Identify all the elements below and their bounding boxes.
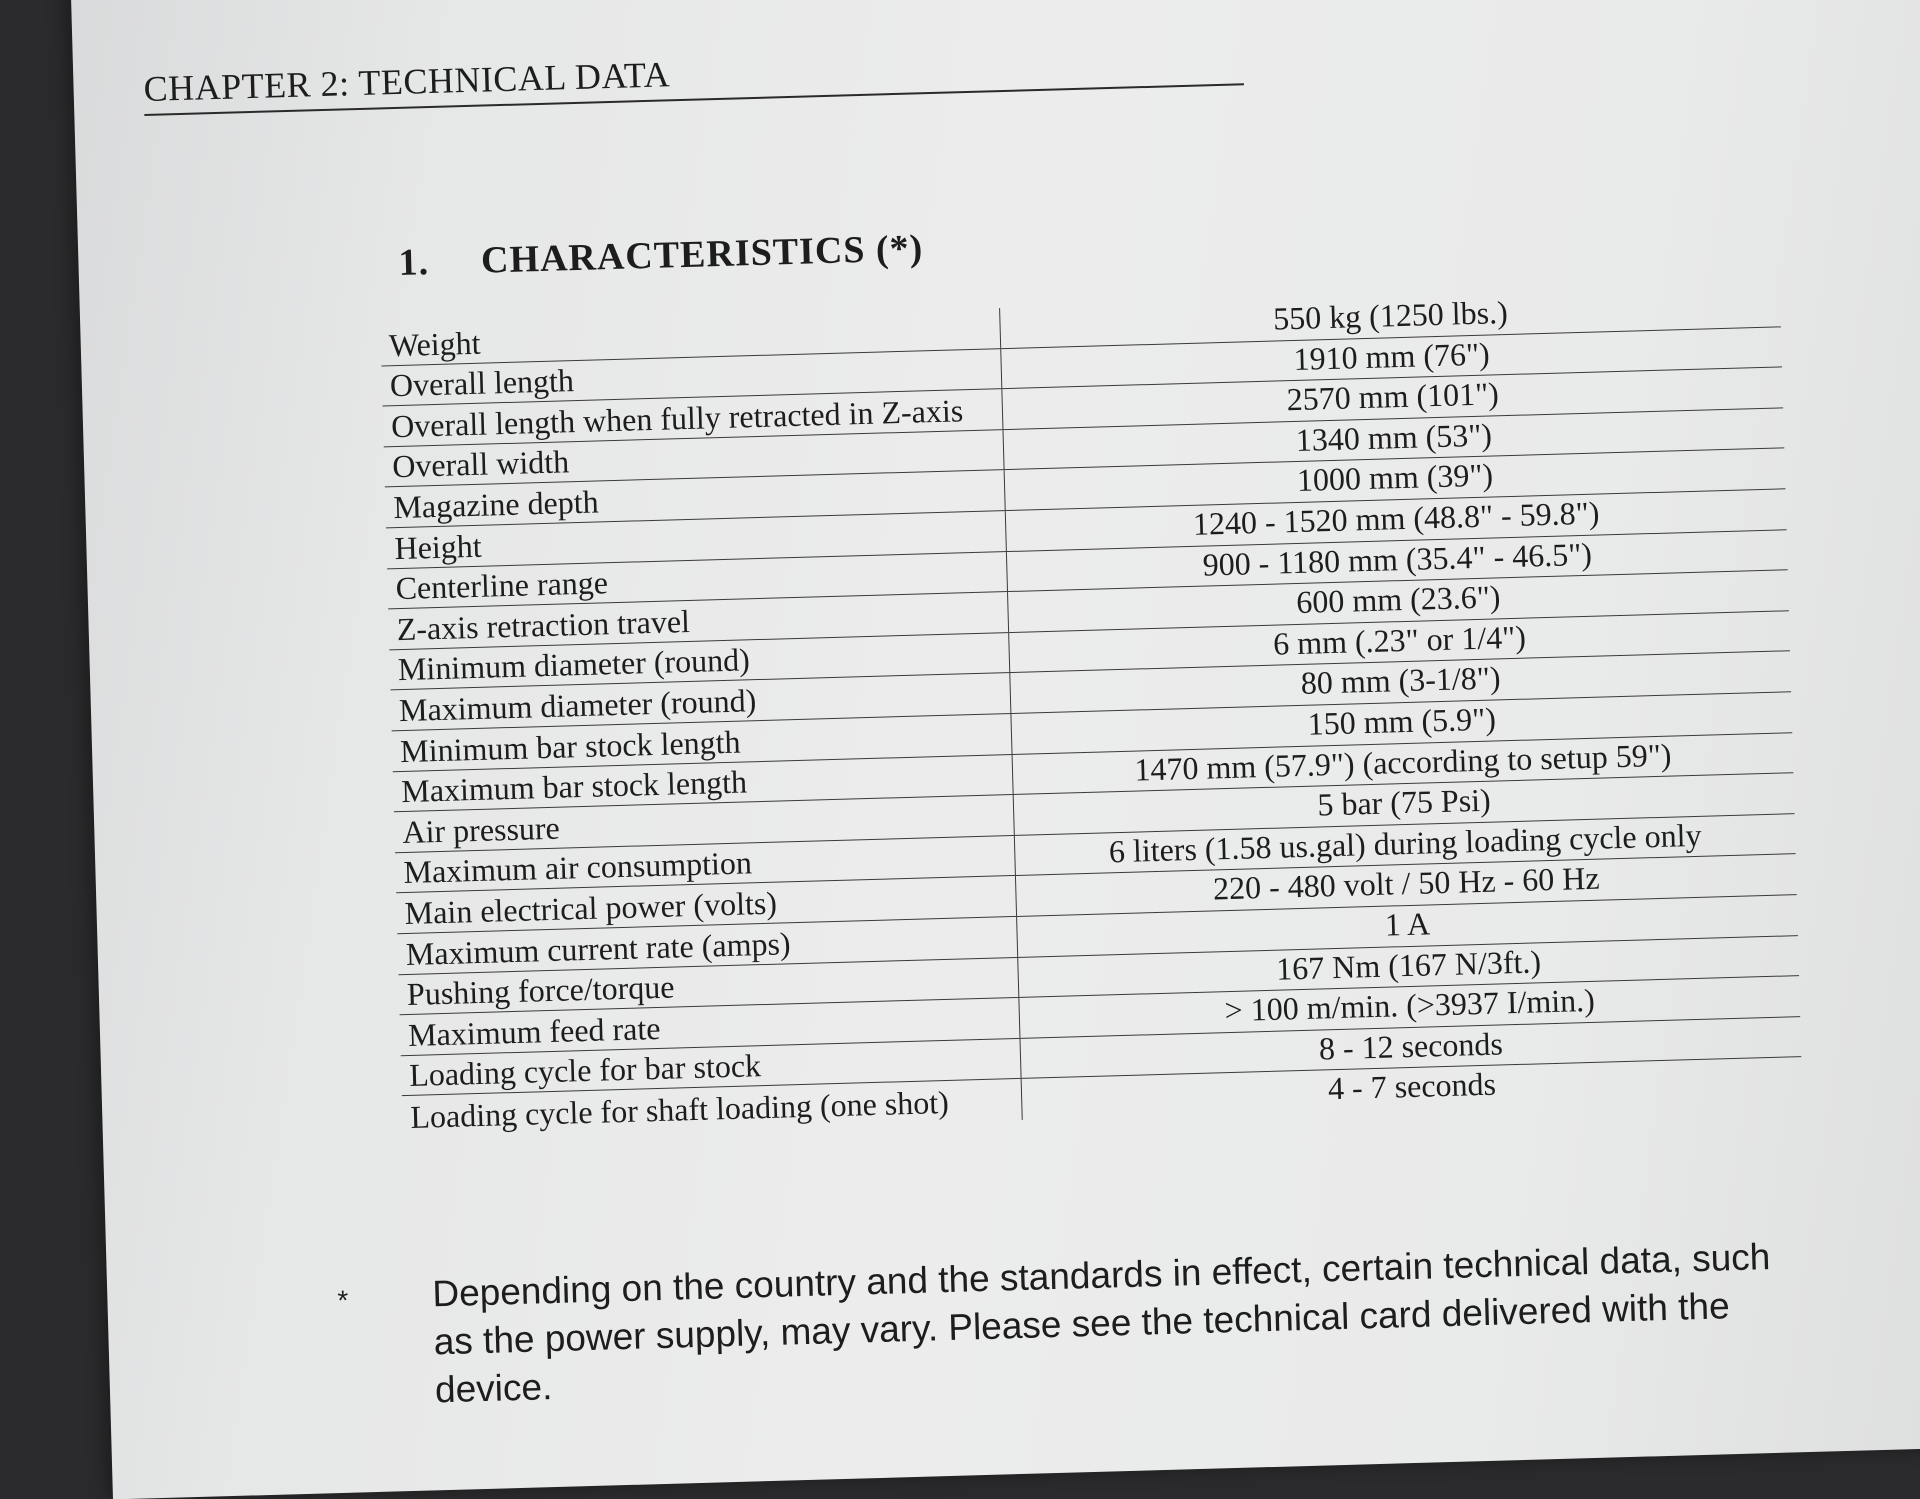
- spec-label: Weight: [380, 308, 1001, 365]
- spec-label: Maximum current rate (amps): [397, 917, 1018, 974]
- spec-label: Overall length: [381, 349, 1002, 406]
- spec-value: 150 mm (5.9"): [1307, 700, 1497, 742]
- spec-value: 8 - 12 seconds: [1318, 1025, 1504, 1067]
- chapter-header: CHAPTER 2: TECHNICAL DATA: [143, 37, 1244, 116]
- characteristics-table: [380, 286, 1802, 1137]
- spec-value: 6 liters (1.58 us.gal) during loading cycle only: [1108, 816, 1702, 870]
- spec-value: 550 kg (1250 lbs.): [1272, 294, 1509, 337]
- spec-value: 1910 mm (76"): [1293, 335, 1491, 377]
- spec-label: Maximum bar stock length: [393, 755, 1014, 812]
- spec-value: 6 mm (.23" or 1/4"): [1272, 618, 1527, 662]
- spec-value: 1 A: [1384, 905, 1431, 943]
- spec-value: 1240 - 1520 mm (48.8" - 59.8"): [1192, 494, 1600, 542]
- spec-label: Centerline range: [387, 552, 1008, 609]
- spec-value: 1470 mm (57.9") (according to setup 59"): [1133, 736, 1672, 788]
- spec-value: 220 - 480 volt / 50 Hz - 60 Hz: [1212, 859, 1601, 907]
- footnote: [337, 1232, 1820, 1417]
- spec-value: 80 mm (3-1/8"): [1300, 659, 1501, 702]
- footnote-marker: *: [337, 1284, 349, 1317]
- spec-value: 1000 mm (39"): [1296, 456, 1494, 499]
- spec-value: 1340 mm (53"): [1295, 416, 1493, 458]
- spec-label: Overall length when fully retracted in Z-axis: [383, 389, 1004, 446]
- spec-label: Minimum diameter (round): [389, 633, 1010, 690]
- section-title-text: CHARACTERISTICS (*): [480, 227, 924, 282]
- spec-label: Maximum feed rate: [400, 998, 1021, 1055]
- spec-value: 5 bar (75 Psi): [1316, 781, 1492, 823]
- document-page: [70, 0, 1920, 1499]
- spec-label: Main electrical power (volts): [396, 876, 1017, 933]
- spec-label: Air pressure: [394, 795, 1015, 852]
- footnote-text: Depending on the country and the standards in effect, certain technical data, such as the power supply, may vary. Please see the technical card delivered with the device.: [431, 1236, 1771, 1411]
- spec-label: Maximum air consumption: [395, 836, 1016, 893]
- spec-label: Overall width: [384, 430, 1005, 487]
- section-number: 1.: [398, 241, 430, 284]
- spec-value: 600 mm (23.6"): [1295, 578, 1501, 621]
- section-title: [398, 226, 924, 285]
- spec-label: Magazine depth: [385, 470, 1006, 527]
- spec-label: Pushing force/torque: [398, 957, 1019, 1014]
- spec-value: 2570 mm (101"): [1286, 375, 1500, 418]
- spec-label: Z-axis retraction travel: [388, 592, 1009, 649]
- spec-value: 167 Nm (167 N/3ft.): [1275, 942, 1542, 987]
- spec-value: > 100 m/min. (>3937 I/min.): [1224, 981, 1596, 1029]
- spec-label: Minimum bar stock length: [392, 714, 1013, 771]
- spec-label: Loading cycle for shaft loading (one shot): [402, 1079, 1023, 1137]
- spec-label: Loading cycle for bar stock: [401, 1039, 1022, 1096]
- spec-value: 900 - 1180 mm (35.4" - 46.5"): [1202, 535, 1593, 583]
- spec-value: 4 - 7 seconds: [1327, 1065, 1497, 1107]
- spec-label: Maximum diameter (round): [391, 673, 1012, 730]
- spec-label: Height: [386, 511, 1007, 568]
